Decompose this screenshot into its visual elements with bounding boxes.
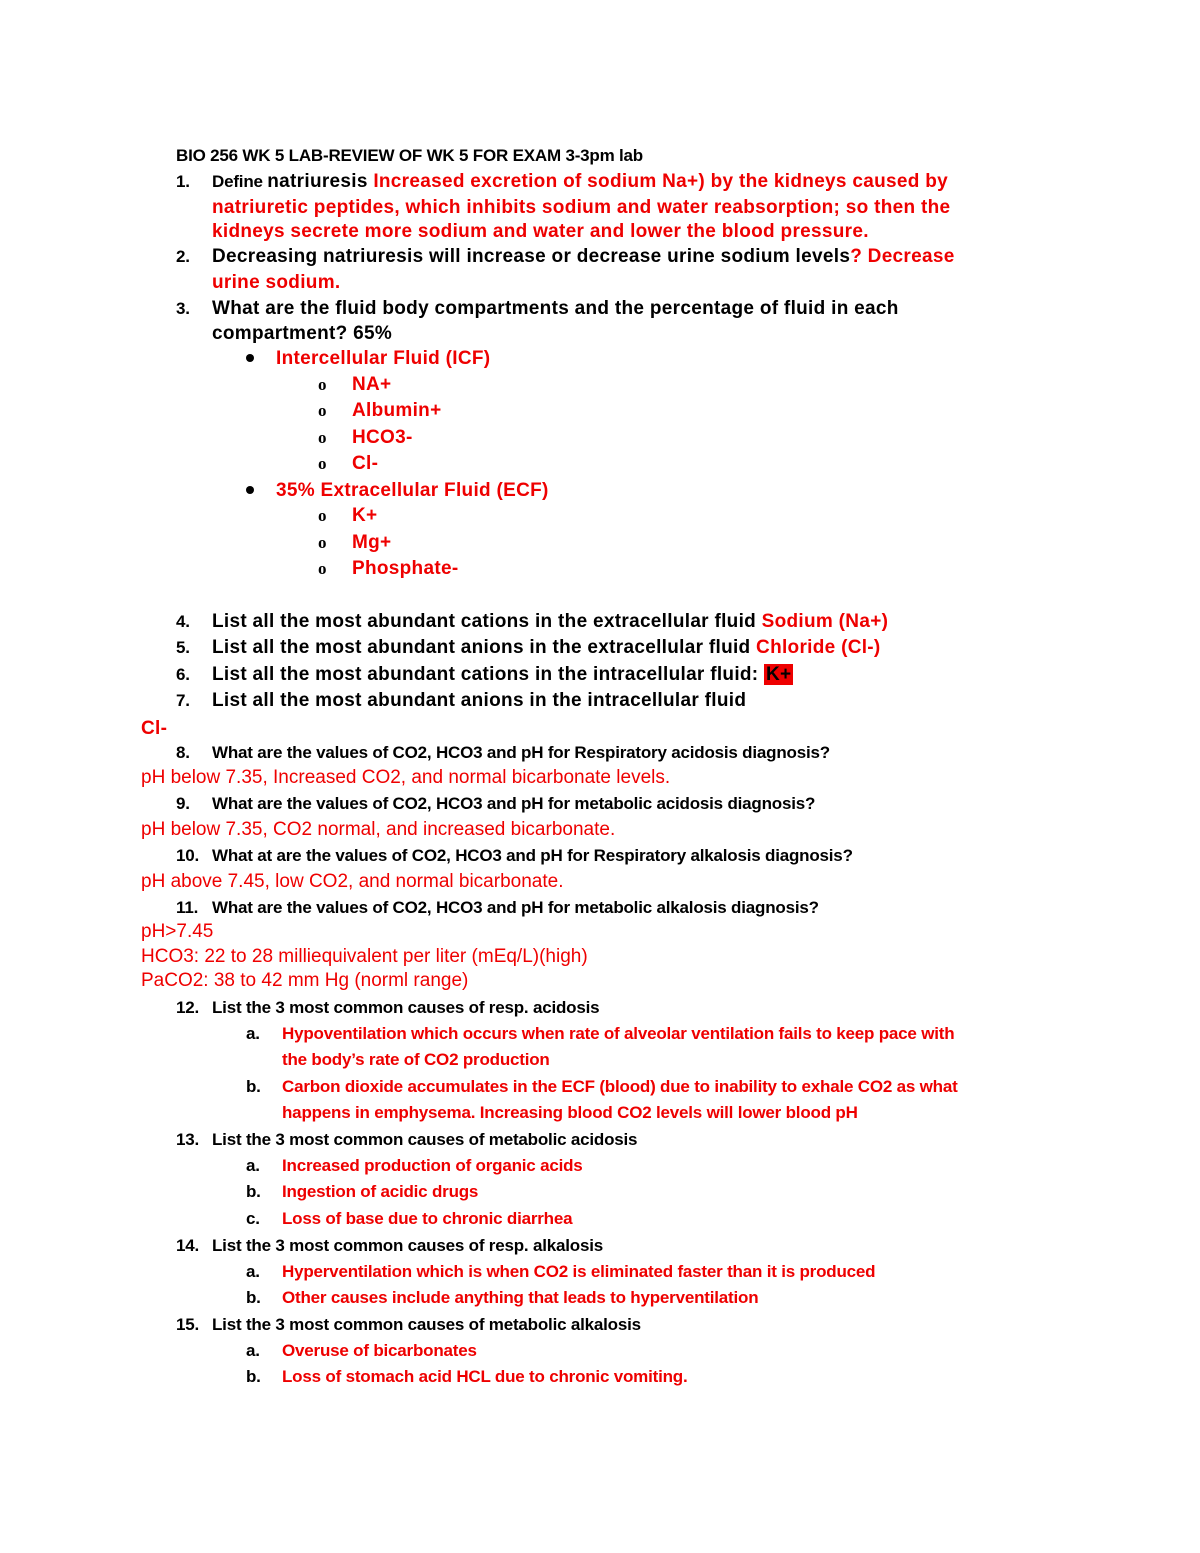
q3-ecf-item <box>318 532 391 554</box>
q8-question: What are the values of CO2, HCO3 and pH for Respiratory acidosis diagnosis? <box>212 743 830 762</box>
q3-line1 <box>176 298 899 320</box>
q10-number: 10. <box>176 846 200 865</box>
q3-icf-item <box>318 453 378 475</box>
q13-item-a <box>246 1156 583 1176</box>
q6-line <box>176 664 793 686</box>
circle-marker-icon: o <box>318 559 327 578</box>
q12-a-line2: the body’s rate of CO2 production <box>282 1050 550 1069</box>
doc-title: BIO 256 WK 5 LAB-REVIEW OF WK 5 FOR EXAM 3-3pm lab <box>176 146 643 165</box>
q15-a: Overuse of bicarbonates <box>282 1341 477 1360</box>
q3-ecf-item <box>318 505 377 527</box>
q9-number: 9. <box>176 794 190 813</box>
q3-ecf-item-label: K+ <box>352 505 378 526</box>
q3-number: 3. <box>176 299 190 318</box>
q14-item-b <box>246 1288 758 1308</box>
circle-marker-icon: o <box>318 533 327 552</box>
q14-item-a <box>246 1262 875 1282</box>
q6-question: List all the most abundant cations in the intracellular fluid: <box>212 664 765 685</box>
q7-question: List all the most abundant anions in the intracellular fluid <box>212 690 747 711</box>
q12-a-line1: Hypoventilation which occurs when rate of alveolar ventilation fails to keep pace with <box>282 1024 955 1043</box>
bullet-icon <box>246 354 254 362</box>
q10-question: What at are the values of CO2, HCO3 and pH for Respiratory alkalosis diagnosis? <box>212 846 853 865</box>
q3-icf-item-label: Albumin+ <box>352 400 442 421</box>
q3-ecf-item-label: Mg+ <box>352 532 392 553</box>
q8-answer: pH below 7.35, Increased CO2, and normal bicarbonate levels. <box>141 767 671 788</box>
q14-number: 14. <box>176 1236 200 1255</box>
q3-ecf-label: 35% Extracellular Fluid (ECF) <box>276 480 549 501</box>
q10-line <box>176 846 853 866</box>
q4-answer: Sodium (Na+) <box>761 611 889 632</box>
list-marker: a. <box>246 1156 260 1175</box>
q3-ecf-item <box>318 558 458 580</box>
circle-marker-icon: o <box>318 454 327 473</box>
q2-answer-line2: urine sodium. <box>212 272 341 293</box>
q7-number: 7. <box>176 691 190 710</box>
circle-marker-icon: o <box>318 428 327 447</box>
q13-line <box>176 1130 637 1150</box>
q1-answer-line3: kidneys secrete more sodium and water and lower the blood pressure. <box>212 221 869 242</box>
q1-prefix: Define <box>212 172 268 191</box>
q1-answer-line2: natriuretic peptides, which inhibits sodium and water reabsorption; so then the <box>212 197 951 218</box>
q3-question-line2: compartment? 65% <box>212 323 393 344</box>
q11-question: What are the values of CO2, HCO3 and pH for metabolic alkalosis diagnosis? <box>212 898 819 917</box>
bullet-icon <box>246 486 254 494</box>
q3-question-line1: What are the fluid body compartments and the percentage of fluid in each <box>212 298 899 319</box>
q13-a: Increased production of organic acids <box>282 1156 583 1175</box>
list-marker: a. <box>246 1024 260 1043</box>
q13-question: List the 3 most common causes of metabolic acidosis <box>212 1130 638 1149</box>
q15-number: 15. <box>176 1315 200 1334</box>
q14-line <box>176 1236 603 1256</box>
q2-number: 2. <box>176 247 190 266</box>
q8-line <box>176 743 830 763</box>
q2-line1 <box>176 246 955 268</box>
q3-ecf-bullet <box>246 480 549 502</box>
q13-number: 13. <box>176 1130 200 1149</box>
q3-icf-bullet <box>246 348 490 370</box>
q11-number: 11. <box>176 898 199 917</box>
q1-line1 <box>176 171 948 193</box>
q13-c: Loss of base due to chronic diarrhea <box>282 1209 573 1228</box>
q14-a: Hyperventilation which is when CO2 is eliminated faster than it is produced <box>282 1262 876 1281</box>
list-marker: a. <box>246 1341 260 1360</box>
q8-number: 8. <box>176 743 190 762</box>
q7-answer: Cl- <box>141 718 168 739</box>
q5-line <box>176 637 881 659</box>
q1-term: natriuresis <box>267 171 374 192</box>
q3-icf-item-label: NA+ <box>352 374 392 395</box>
q4-number: 4. <box>176 612 190 631</box>
q14-question: List the 3 most common causes of resp. alkalosis <box>212 1236 603 1255</box>
q12-line <box>176 998 599 1018</box>
q3-icf-item-label: HCO3- <box>352 427 413 448</box>
q4-question: List all the most abundant cations in the extracellular fluid <box>212 611 762 632</box>
q6-answer-highlighted: K+ <box>766 664 792 685</box>
list-marker: b. <box>246 1077 261 1096</box>
q2-question: Decreasing natriuresis will increase or decrease urine sodium levels <box>212 246 851 267</box>
q14-b: Other causes include anything that leads to hyperventilation <box>282 1288 759 1307</box>
q15-question: List the 3 most common causes of metabolic alkalosis <box>212 1315 641 1334</box>
q13-b: Ingestion of acidic drugs <box>282 1182 479 1201</box>
q6-number: 6. <box>176 665 190 684</box>
q9-question: What are the values of CO2, HCO3 and pH for metabolic acidosis diagnosis? <box>212 794 816 813</box>
q10-answer: pH above 7.45, low CO2, and normal bicarbonate. <box>141 871 564 892</box>
q3-icf-item <box>318 400 442 422</box>
q2-answer-line1: ? Decrease <box>850 246 955 267</box>
circle-marker-icon: o <box>318 506 327 525</box>
q4-line <box>176 611 888 633</box>
q12-b-line2: happens in emphysema. Increasing blood CO2 levels will lower blood pH <box>282 1103 858 1122</box>
q3-icf-item <box>318 374 391 396</box>
q13-item-b <box>246 1182 478 1202</box>
list-marker: b. <box>246 1182 261 1201</box>
circle-marker-icon: o <box>318 401 327 420</box>
list-marker: c. <box>246 1209 260 1228</box>
q3-ecf-item-label: Phosphate- <box>352 558 459 579</box>
circle-marker-icon: o <box>318 375 327 394</box>
q11-line <box>176 898 819 918</box>
q11-answer-line2: HCO3: 22 to 28 milliequivalent per liter (mEq/L)(high) <box>141 946 588 967</box>
q12-item-a <box>246 1024 954 1044</box>
q11-answer-line3: PaCO2: 38 to 42 mm Hg (norml range) <box>141 970 469 991</box>
q7-line <box>176 690 746 712</box>
q3-icf-item <box>318 427 413 449</box>
q1-number: 1. <box>176 172 190 191</box>
list-marker: b. <box>246 1367 261 1386</box>
q11-answer-line1: pH>7.45 <box>141 921 214 942</box>
q9-answer: pH below 7.35, CO2 normal, and increased bicarbonate. <box>141 819 616 840</box>
q15-b: Loss of stomach acid HCL due to chronic vomiting. <box>282 1367 688 1386</box>
q9-line <box>176 794 815 814</box>
q15-line <box>176 1315 641 1335</box>
q5-answer: Chloride (Cl-) <box>756 637 881 658</box>
q5-number: 5. <box>176 638 190 657</box>
list-marker: a. <box>246 1262 260 1281</box>
q3-icf-label: Intercellular Fluid (ICF) <box>276 348 491 369</box>
q13-item-c <box>246 1209 572 1229</box>
q12-b-line1: Carbon dioxide accumulates in the ECF (blood) due to inability to exhale CO2 as what <box>282 1077 958 1096</box>
q12-item-b <box>246 1077 958 1097</box>
q3-icf-item-label: Cl- <box>352 453 379 474</box>
q15-item-a <box>246 1341 477 1361</box>
q15-item-b <box>246 1367 688 1387</box>
list-marker: b. <box>246 1288 261 1307</box>
q5-question: List all the most abundant anions in the extracellular fluid <box>212 637 757 658</box>
q12-question: List the 3 most common causes of resp. acidosis <box>212 998 600 1017</box>
q12-number: 12. <box>176 998 200 1017</box>
q1-answer-line1: Increased excretion of sodium Na+) by the kidneys caused by <box>373 171 949 192</box>
